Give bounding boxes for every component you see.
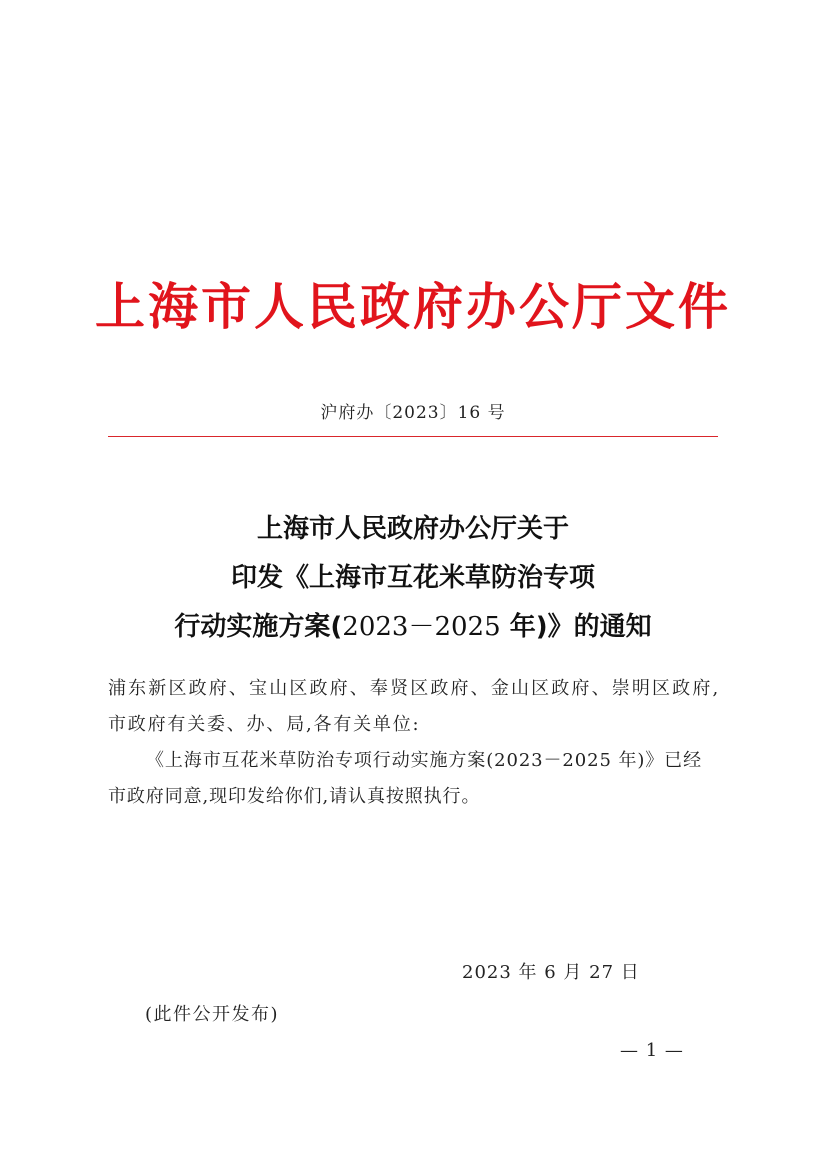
- recipients-paragraph: 浦东新区政府、宝山区政府、奉贤区政府、金山区政府、崇明区政府,市政府有关委、办、局,各有关单位:: [108, 678, 720, 735]
- notice-title: [0, 505, 826, 652]
- notice-body: [108, 671, 720, 815]
- document-number: 沪府办〔2023〕16 号: [320, 403, 506, 423]
- notice-title-line-2: 印发《上海市互花米草防治专项: [230, 563, 595, 593]
- notice-title-line-3-end: 年)》的通知: [500, 612, 652, 642]
- content-paragraph: 《上海市互花米草防治专项行动实施方案(2023－2025 年)》已经市政府同意,现印发给你们,请认真按照执行。: [108, 750, 702, 807]
- issue-date: 2023 年 6 月 27 日: [462, 962, 640, 983]
- notice-title-line-1: 上海市人民政府办公厅关于: [256, 514, 569, 544]
- notice-title-years: 2023－2025: [342, 612, 501, 642]
- notice-title-line-3: [0, 603, 826, 652]
- page-number: — 1 —: [620, 1040, 684, 1061]
- issuing-authority-title: 上海市人民政府办公厅文件: [95, 278, 731, 336]
- red-divider-line: [108, 436, 718, 437]
- publish-note: (此件公开发布): [145, 1004, 280, 1025]
- notice-title-line-3-start: 行动实施方案(: [174, 612, 343, 642]
